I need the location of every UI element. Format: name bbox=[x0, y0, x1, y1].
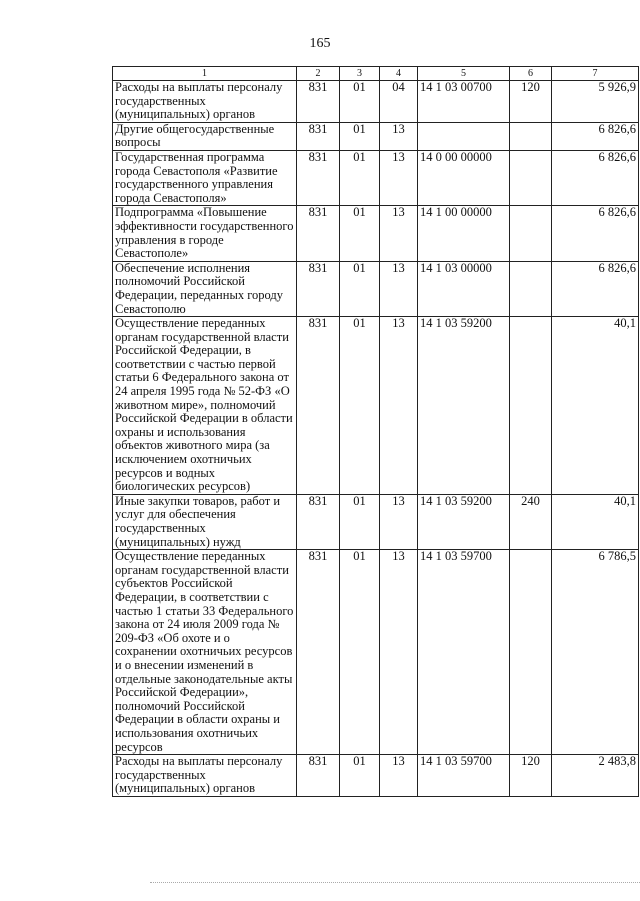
table-row bbox=[113, 150, 639, 205]
header-col-4: 4 bbox=[380, 67, 418, 81]
row-rz: 01 bbox=[340, 206, 380, 261]
row-ved: 831 bbox=[297, 317, 340, 495]
row-pr: 13 bbox=[380, 206, 418, 261]
row-rz: 01 bbox=[340, 122, 380, 150]
row-sum: 5 926,9 bbox=[552, 81, 639, 123]
row-pr: 13 bbox=[380, 261, 418, 316]
row-name: Иные закупки товаров, работ и услуг для обеспечения государственных (муниципальных) нужд bbox=[113, 494, 297, 549]
row-vr bbox=[510, 206, 552, 261]
row-vr bbox=[510, 317, 552, 495]
row-name: Осуществление переданных органам государственной власти Российской Федерации, в соответствии с частью первой статьи 6 Федерального закона от 24 апреля 1995 года № 52-ФЗ «О животном мире», полномочий Российской Федерации в области охраны и использования объектов животного мира (за исключением охотничьих ресурсов и водных биологических ресурсов) bbox=[113, 317, 297, 495]
row-vr: 240 bbox=[510, 494, 552, 549]
row-ved: 831 bbox=[297, 206, 340, 261]
row-name: Осуществление переданных органам государственной власти субъектов Российской Федерации, в соответствии с частью 1 статьи 33 Федерального закона от 24 июля 2009 года № 209-ФЗ «Об охоте и о сохранении охотничьих ресурсов и о внесении изменений в отдельные законодательные акты Российской Федерации», полномочий Российской Федерации в области охраны и использования охотничьих ресурсов bbox=[113, 550, 297, 755]
row-rz: 01 bbox=[340, 150, 380, 205]
row-name: Другие общегосударственные вопросы bbox=[113, 122, 297, 150]
row-csr: 14 1 03 59700 bbox=[418, 755, 510, 797]
row-ved: 831 bbox=[297, 755, 340, 797]
row-sum: 6 826,6 bbox=[552, 150, 639, 205]
row-rz: 01 bbox=[340, 494, 380, 549]
row-sum: 6 826,6 bbox=[552, 261, 639, 316]
row-name: Государственная программа города Севастополя «Развитие государственного управления города Севастополя» bbox=[113, 150, 297, 205]
header-col-2: 2 bbox=[297, 67, 340, 81]
row-rz: 01 bbox=[340, 81, 380, 123]
budget-table bbox=[112, 66, 639, 797]
row-ved: 831 bbox=[297, 150, 340, 205]
page-bottom-divider bbox=[150, 882, 640, 883]
row-pr: 13 bbox=[380, 755, 418, 797]
header-col-1: 1 bbox=[113, 67, 297, 81]
row-name: Подпрограмма «Повышение эффективности государственного управления в городе Севастополе» bbox=[113, 206, 297, 261]
row-csr: 14 1 03 00700 bbox=[418, 81, 510, 123]
table-row bbox=[113, 494, 639, 549]
page-number: 165 bbox=[309, 36, 331, 51]
header-col-7: 7 bbox=[552, 67, 639, 81]
header-col-6: 6 bbox=[510, 67, 552, 81]
header-col-3: 3 bbox=[340, 67, 380, 81]
table-row bbox=[113, 81, 639, 123]
table-header-row bbox=[113, 67, 639, 81]
row-csr: 14 1 03 59700 bbox=[418, 550, 510, 755]
row-csr: 14 0 00 00000 bbox=[418, 150, 510, 205]
row-sum: 40,1 bbox=[552, 494, 639, 549]
row-rz: 01 bbox=[340, 317, 380, 495]
header-col-5: 5 bbox=[418, 67, 510, 81]
row-pr: 13 bbox=[380, 122, 418, 150]
table-row bbox=[113, 261, 639, 316]
row-ved: 831 bbox=[297, 494, 340, 549]
row-csr: 14 1 00 00000 bbox=[418, 206, 510, 261]
row-csr: 14 1 03 59200 bbox=[418, 494, 510, 549]
row-vr: 120 bbox=[510, 755, 552, 797]
row-csr bbox=[418, 122, 510, 150]
row-pr: 13 bbox=[380, 494, 418, 549]
row-ved: 831 bbox=[297, 261, 340, 316]
row-sum: 2 483,8 bbox=[552, 755, 639, 797]
table-row bbox=[113, 317, 639, 495]
row-vr: 120 bbox=[510, 81, 552, 123]
row-rz: 01 bbox=[340, 261, 380, 316]
row-vr bbox=[510, 261, 552, 316]
row-ved: 831 bbox=[297, 122, 340, 150]
row-rz: 01 bbox=[340, 550, 380, 755]
row-sum: 6 786,5 bbox=[552, 550, 639, 755]
table-row bbox=[113, 206, 639, 261]
row-csr: 14 1 03 00000 bbox=[418, 261, 510, 316]
row-name: Обеспечение исполнения полномочий Российской Федерации, переданных городу Севастополю bbox=[113, 261, 297, 316]
row-vr bbox=[510, 150, 552, 205]
row-rz: 01 bbox=[340, 755, 380, 797]
row-ved: 831 bbox=[297, 550, 340, 755]
row-sum: 6 826,6 bbox=[552, 122, 639, 150]
table-row bbox=[113, 122, 639, 150]
row-csr: 14 1 03 59200 bbox=[418, 317, 510, 495]
row-ved: 831 bbox=[297, 81, 340, 123]
row-vr bbox=[510, 122, 552, 150]
row-name: Расходы на выплаты персоналу государственных (муниципальных) органов bbox=[113, 755, 297, 797]
row-name: Расходы на выплаты персоналу государственных (муниципальных) органов bbox=[113, 81, 297, 123]
row-pr: 04 bbox=[380, 81, 418, 123]
row-pr: 13 bbox=[380, 550, 418, 755]
row-vr bbox=[510, 550, 552, 755]
table-row bbox=[113, 755, 639, 797]
row-pr: 13 bbox=[380, 150, 418, 205]
row-sum: 6 826,6 bbox=[552, 206, 639, 261]
row-pr: 13 bbox=[380, 317, 418, 495]
table-row bbox=[113, 550, 639, 755]
row-sum: 40,1 bbox=[552, 317, 639, 495]
